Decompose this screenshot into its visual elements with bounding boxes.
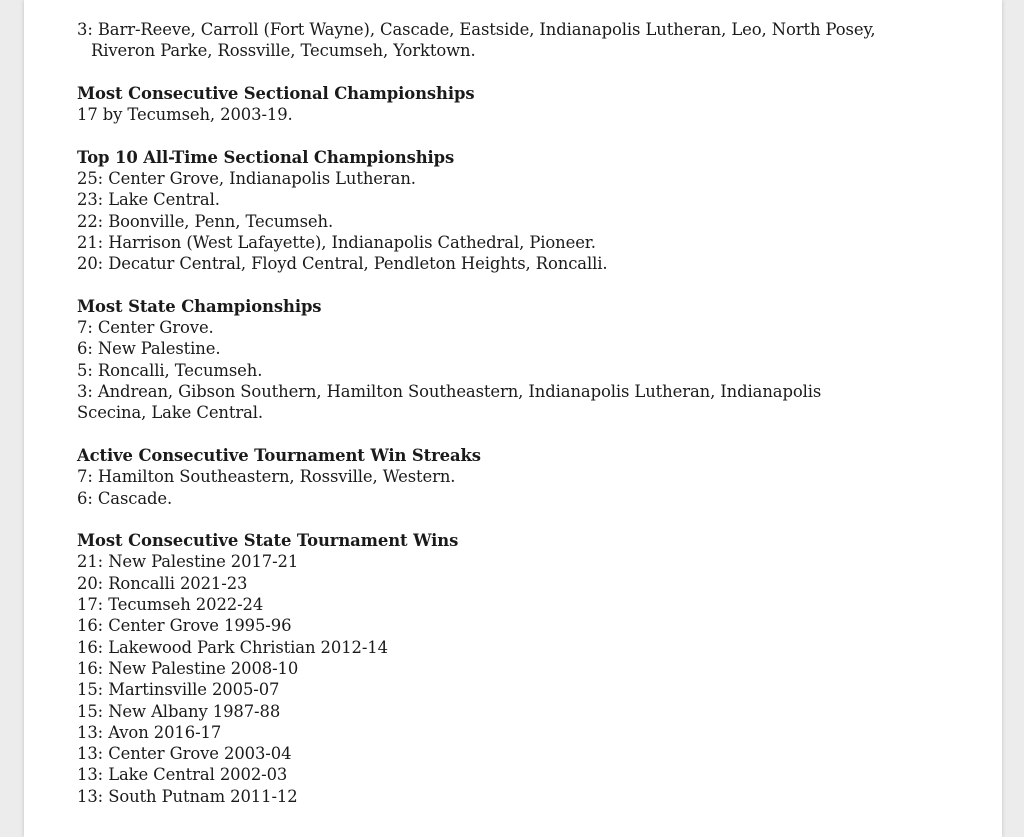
spacer [77,62,977,83]
section-heading: Most State Championships [77,296,322,316]
spacer [77,509,977,530]
list-item: 5: Roncalli, Tecumseh. [77,360,263,380]
list-item: 22: Boonville, Penn, Tecumseh. [77,211,334,231]
list-item: 13: Lake Central 2002-03 [77,765,288,785]
section-heading: Active Consecutive Tournament Win Streaks [77,445,481,465]
list-item: 21: Harrison (West Lafayette), Indianapolis Cathedral, Pioneer. [77,232,596,252]
list-item: 15: Martinsville 2005-07 [77,680,280,700]
section-heading: Top 10 All-Time Sectional Championships [77,147,455,167]
list-item: 23: Lake Central. [77,190,220,210]
list-item: 17 by Tecumseh, 2003-19. [77,105,293,125]
document-page [24,0,1002,837]
list-item: 16: Lakewood Park Christian 2012-14 [77,637,388,657]
spacer [77,125,977,146]
list-item: 13: Avon 2016-17 [77,722,222,742]
list-item: 7: Center Grove. [77,318,214,338]
list-item: 20: Roncalli 2021-23 [77,573,248,593]
list-item: 3: Andrean, Gibson Southern, Hamilton Southeastern, Indianapolis Lutheran, Indianapolis [77,382,822,402]
document-content [77,19,977,807]
list-item: 7: Hamilton Southeastern, Rossville, Western. [77,467,456,487]
list-item: 25: Center Grove, Indianapolis Lutheran. [77,169,416,189]
list-item: Scecina, Lake Central. [77,403,264,423]
list-item: 15: New Albany 1987-88 [77,701,281,721]
spacer [77,275,977,296]
section-heading: Most Consecutive Sectional Championships [77,83,475,103]
list-item: 13: South Putnam 2011-12 [77,786,298,806]
intro-line: Riveron Parke, Rossville, Tecumseh, Yorktown. [91,41,476,61]
list-item: 13: Center Grove 2003-04 [77,744,292,764]
spacer [77,424,977,445]
intro-line: 3: Barr-Reeve, Carroll (Fort Wayne), Cascade, Eastside, Indianapolis Lutheran, Leo, North Posey, [77,20,876,39]
list-item: 17: Tecumseh 2022-24 [77,595,264,615]
list-item: 21: New Palestine 2017-21 [77,552,299,572]
list-item: 6: New Palestine. [77,339,221,359]
list-item: 16: New Palestine 2008-10 [77,658,299,678]
list-item: 20: Decatur Central, Floyd Central, Pendleton Heights, Roncalli. [77,254,608,274]
list-item: 6: Cascade. [77,488,173,508]
list-item: 16: Center Grove 1995-96 [77,616,292,636]
section-heading: Most Consecutive State Tournament Wins [77,531,459,551]
